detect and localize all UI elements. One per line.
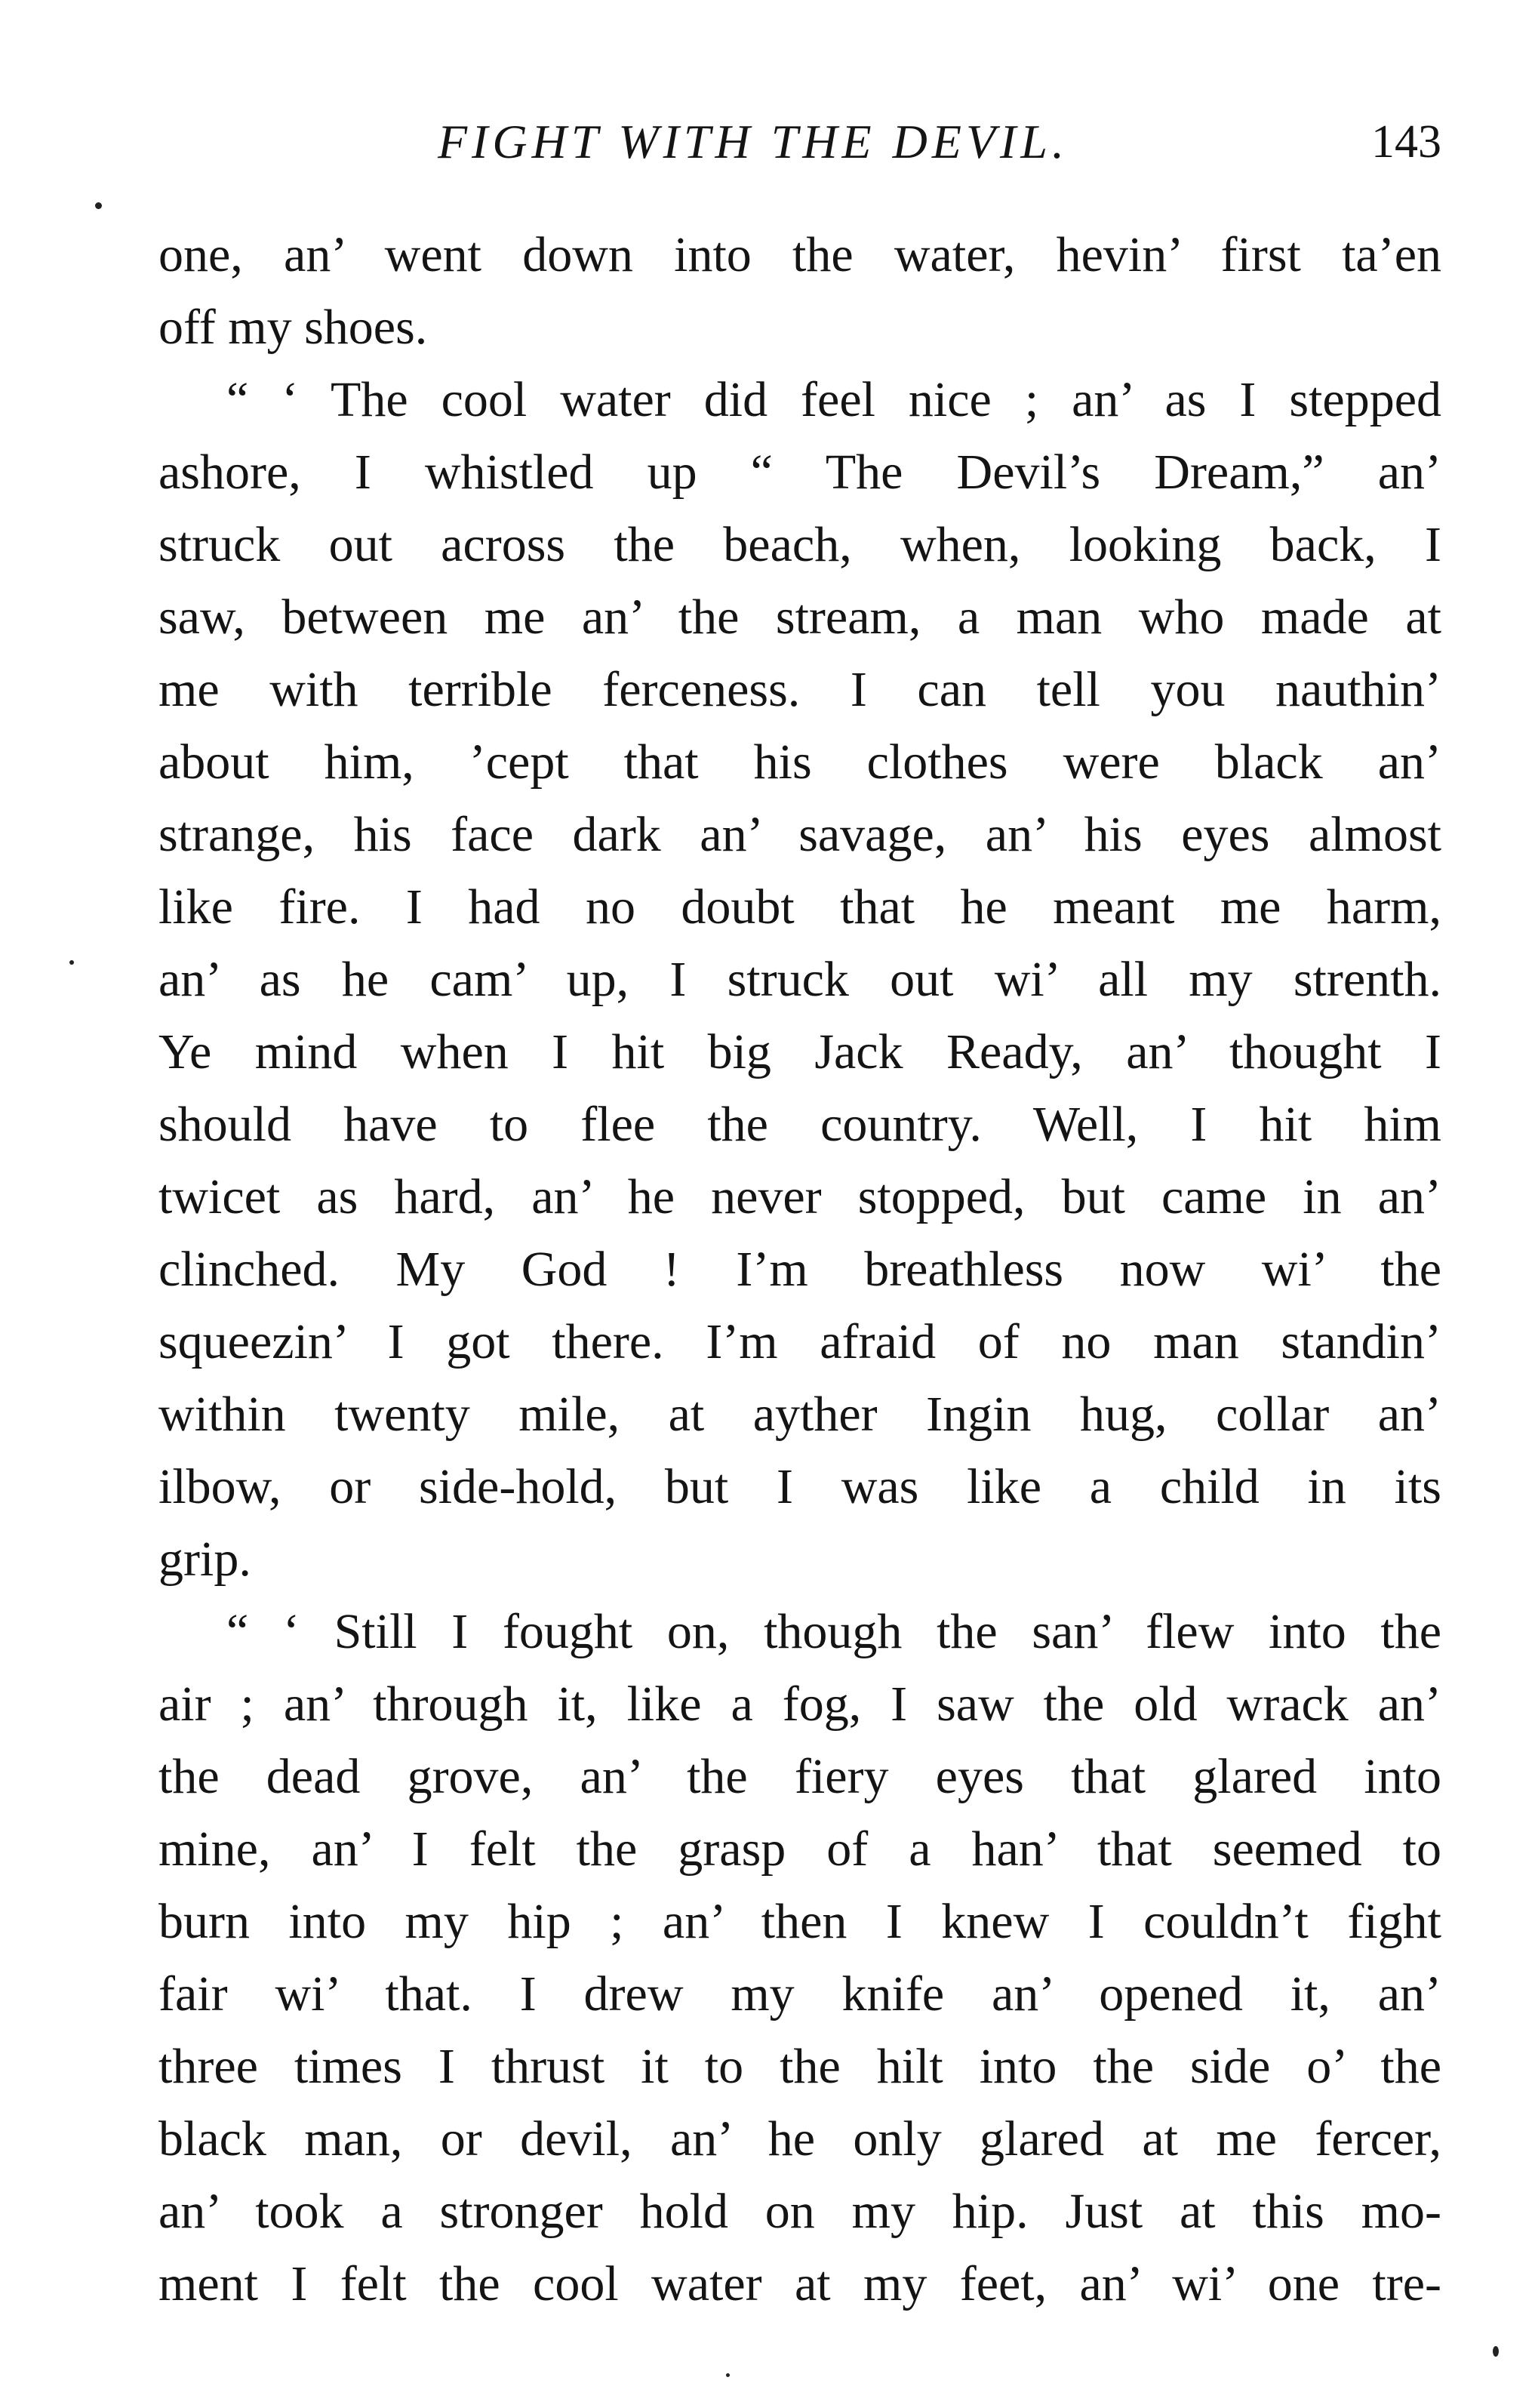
text-line: the dead grove, an’ the fiery eyes that glared into — [158, 1749, 1441, 1804]
text-line: mine, an’ I felt the grasp of a han’ that seemed to — [158, 1821, 1441, 1877]
text-line: within twenty mile, at ayther Ingin hug, collar an’ — [158, 1387, 1441, 1442]
running-title: FIGHT WITH THE DEVIL. — [438, 115, 1069, 168]
print-speck — [1493, 2346, 1499, 2357]
text-line: about him, ’cept that his clothes were black an’ — [158, 734, 1441, 790]
text-line: ilbow, or side-hold, but I was like a child in its — [158, 1459, 1441, 1514]
body-text — [158, 219, 1441, 2320]
text-line: saw, between me an’ the stream, a man who made at — [158, 590, 1441, 645]
text-line: an’ took a stronger hold on my hip. Just at this mo- — [158, 2184, 1441, 2239]
paragraph-start-line: “ ‘ Still I fought on, though the san’ flew into the — [226, 1604, 1441, 1659]
text-line: one, an’ went down into the water, hevin’ first ta’en — [158, 227, 1441, 282]
paragraph-start-line: “ ‘ The cool water did feel nice ; an’ as I stepped — [226, 372, 1441, 427]
print-speck — [69, 960, 74, 965]
text-line: clinched. My God ! I’m breathless now wi’ the — [158, 1242, 1441, 1297]
text-line: burn into my hip ; an’ then I knew I couldn’t fight — [158, 1894, 1441, 1949]
print-speck — [95, 202, 102, 209]
text-line: should have to flee the country. Well, I hit him — [158, 1097, 1441, 1152]
text-line: ment I felt the cool water at my feet, an’ wi’ one tre- — [158, 2256, 1441, 2311]
text-line: me with terrible ferceness. I can tell you nauthin’ — [158, 662, 1441, 717]
text-line: Ye mind when I hit big Jack Ready, an’ thought I — [158, 1024, 1441, 1079]
text-line: fair wi’ that. I drew my knife an’ opened it, an’ — [158, 1966, 1441, 2022]
print-speck — [726, 2373, 730, 2377]
text-line: like fire. I had no doubt that he meant me harm, — [158, 879, 1441, 935]
text-line: air ; an’ through it, like a fog, I saw the old wrack an’ — [158, 1677, 1441, 1732]
page-number: 143 — [1371, 116, 1441, 168]
text-line: struck out across the beach, when, looking back, I — [158, 517, 1441, 572]
text-line: squeezin’ I got there. I’m afraid of no man standin’ — [158, 1314, 1441, 1369]
text-line: black man, or devil, an’ he only glared at me fercer, — [158, 2111, 1441, 2166]
text-line: an’ as he cam’ up, I struck out wi’ all my strenth. — [158, 952, 1441, 1007]
text-line: grip. — [158, 1532, 251, 1587]
text-line: three times I thrust it to the hilt into the side o’ the — [158, 2039, 1441, 2094]
text-line: strange, his face dark an’ savage, an’ his eyes almost — [158, 807, 1441, 862]
text-line: off my shoes. — [158, 300, 428, 355]
text-line: twicet as hard, an’ he never stopped, but came in an’ — [158, 1169, 1441, 1224]
running-head — [158, 112, 1441, 172]
text-line: ashore, I whistled up “ The Devil’s Dream,” an’ — [158, 445, 1441, 500]
